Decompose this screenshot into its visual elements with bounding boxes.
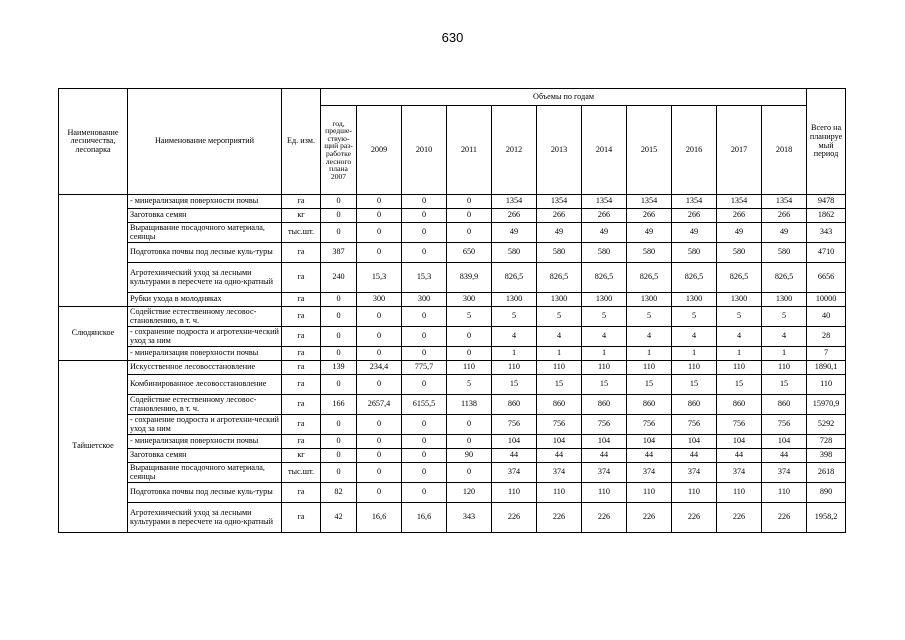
total-value-cell: 343 [807,223,846,243]
value-cell: 44 [672,449,717,463]
total-value-cell: 6656 [807,263,846,293]
value-cell: 0 [402,435,447,449]
unit-cell: га [282,327,321,347]
value-cell: 110 [582,361,627,375]
value-cell: 374 [582,463,627,483]
table-row [59,483,846,503]
header-activity: Наименование мероприятий [128,89,282,195]
value-cell: 1300 [627,293,672,307]
value-cell: 860 [717,395,762,415]
value-cell: 1 [537,347,582,361]
value-cell: 374 [762,463,807,483]
value-cell: 4 [672,327,717,347]
value-cell: 0 [321,415,357,435]
unit-cell: га [282,293,321,307]
header-unit: Ед. изм. [282,89,321,195]
value-cell: 5 [717,307,762,327]
value-cell: 1354 [717,195,762,209]
activity-name-cell: Выращивание посадочного материала, сеянцы [128,223,282,243]
value-cell: 0 [402,327,447,347]
value-cell: 756 [717,415,762,435]
table-row [59,395,846,415]
value-cell: 15,3 [357,263,402,293]
value-cell: 756 [537,415,582,435]
table-row [59,195,846,209]
value-cell: 266 [582,209,627,223]
activity-name-cell: Содействие естественному лесовос-становлению, в т. ч. [128,307,282,327]
value-cell: 0 [402,483,447,503]
value-cell: 90 [447,449,492,463]
value-cell: 756 [627,415,672,435]
value-cell: 226 [537,503,582,533]
activity-name-cell: Комбинированное лесовосстановление [128,375,282,395]
activity-name-cell: Искусственное лесовосстановление [128,361,282,375]
value-cell: 49 [582,223,627,243]
total-value-cell: 2618 [807,463,846,483]
value-cell: 0 [321,307,357,327]
value-cell: 756 [492,415,537,435]
value-cell: 110 [492,483,537,503]
table-row [59,449,846,463]
value-cell: 44 [537,449,582,463]
value-cell: 104 [762,435,807,449]
unit-cell: га [282,195,321,209]
value-cell: 0 [447,463,492,483]
value-cell: 104 [582,435,627,449]
value-cell: 1 [492,347,537,361]
unit-cell: га [282,243,321,263]
value-cell: 234,4 [357,361,402,375]
total-value-cell: 1862 [807,209,846,223]
value-cell: 226 [492,503,537,533]
table-row [59,243,846,263]
value-cell: 0 [357,347,402,361]
table-row [59,375,846,395]
value-cell: 860 [627,395,672,415]
activity-name-cell: Содействие естественному лесовос-становлению, в т. ч. [128,395,282,415]
value-cell: 1300 [492,293,537,307]
unit-cell: тыс.шт. [282,463,321,483]
table-row [59,415,846,435]
value-cell: 4 [537,327,582,347]
value-cell: 0 [321,327,357,347]
value-cell: 110 [537,361,582,375]
value-cell: 49 [672,223,717,243]
value-cell: 860 [537,395,582,415]
value-cell: 0 [447,223,492,243]
value-cell: 1 [582,347,627,361]
value-cell: 0 [402,307,447,327]
value-cell: 15 [582,375,627,395]
value-cell: 44 [717,449,762,463]
value-cell: 4 [762,327,807,347]
value-cell: 0 [402,463,447,483]
unit-cell: га [282,347,321,361]
value-cell: 1300 [762,293,807,307]
total-value-cell: 10000 [807,293,846,307]
value-cell: 826,5 [537,263,582,293]
table-row [59,463,846,483]
value-cell: 343 [447,503,492,533]
value-cell: 104 [672,435,717,449]
value-cell: 266 [537,209,582,223]
value-cell: 15 [762,375,807,395]
value-cell: 826,5 [582,263,627,293]
header-year-2010: 2010 [402,106,447,195]
value-cell: 0 [447,415,492,435]
value-cell: 15,3 [402,263,447,293]
value-cell: 0 [321,449,357,463]
value-cell: 49 [717,223,762,243]
value-cell: 104 [627,435,672,449]
value-cell: 580 [717,243,762,263]
unit-cell: га [282,263,321,293]
value-cell: 0 [357,483,402,503]
activity-name-cell: Агротехнический уход за лесными культурами в пересчете на одно-кратный [128,263,282,293]
table-header [59,89,846,195]
page-number: 630 [441,30,464,45]
value-cell: 226 [717,503,762,533]
activity-name-cell: Заготовка семян [128,449,282,463]
value-cell: 374 [672,463,717,483]
value-cell: 756 [582,415,627,435]
total-value-cell: 1958,2 [807,503,846,533]
value-cell: 374 [717,463,762,483]
value-cell: 6155,5 [402,395,447,415]
value-cell: 166 [321,395,357,415]
value-cell: 1300 [537,293,582,307]
header-total: Всего на планируе мый период [807,89,846,195]
total-value-cell: 5292 [807,415,846,435]
value-cell: 226 [672,503,717,533]
header-year-2017: 2017 [717,106,762,195]
value-cell: 0 [321,463,357,483]
value-cell: 0 [402,223,447,243]
value-cell: 110 [672,483,717,503]
value-cell: 1354 [582,195,627,209]
unit-cell: га [282,307,321,327]
total-value-cell: 15970,9 [807,395,846,415]
value-cell: 0 [402,209,447,223]
value-cell: 0 [357,195,402,209]
value-cell: 1138 [447,395,492,415]
value-cell: 580 [537,243,582,263]
header-year-2009: 2009 [357,106,402,195]
value-cell: 0 [402,195,447,209]
value-cell: 1354 [672,195,717,209]
value-cell: 826,5 [762,263,807,293]
value-cell: 387 [321,243,357,263]
forestry-cell [59,195,128,307]
value-cell: 44 [762,449,807,463]
table-row [59,435,846,449]
total-value-cell: 890 [807,483,846,503]
activity-name-cell: Рубки ухода в молодняках [128,293,282,307]
unit-cell: га [282,503,321,533]
value-cell: 0 [321,209,357,223]
value-cell: 826,5 [492,263,537,293]
value-cell: 104 [537,435,582,449]
value-cell: 110 [762,483,807,503]
value-cell: 580 [672,243,717,263]
value-cell: 0 [321,435,357,449]
value-cell: 110 [672,361,717,375]
table-row [59,223,846,243]
value-cell: 49 [627,223,672,243]
activity-name-cell: - сохранение подроста и агротехни-ческий уход за ним [128,327,282,347]
unit-cell: кг [282,449,321,463]
value-cell: 826,5 [672,263,717,293]
unit-cell: га [282,483,321,503]
header-volumes-by-year: Объемы по годам [321,89,807,106]
unit-cell: кг [282,209,321,223]
value-cell: 110 [537,483,582,503]
value-cell: 226 [582,503,627,533]
value-cell: 0 [321,293,357,307]
unit-cell: га [282,361,321,375]
value-cell: 44 [582,449,627,463]
activity-name-cell: Заготовка семян [128,209,282,223]
value-cell: 580 [627,243,672,263]
header-year-2012: 2012 [492,106,537,195]
total-value-cell: 4710 [807,243,846,263]
value-cell: 4 [492,327,537,347]
value-cell: 0 [357,463,402,483]
value-cell: 226 [627,503,672,533]
total-value-cell: 7 [807,347,846,361]
header-period-2007: год, предше-ствую-щий раз-работке лесного плана 2007 [321,106,357,195]
value-cell: 4 [582,327,627,347]
header-year-2014: 2014 [582,106,627,195]
value-cell: 1300 [582,293,627,307]
value-cell: 49 [492,223,537,243]
value-cell: 300 [447,293,492,307]
value-cell: 110 [762,361,807,375]
value-cell: 266 [492,209,537,223]
value-cell: 0 [447,435,492,449]
table-row [59,361,846,375]
table-body [59,195,846,533]
value-cell: 2657,4 [357,395,402,415]
activity-name-cell: Подготовка почвы под лесные куль-туры [128,243,282,263]
value-cell: 300 [357,293,402,307]
table-row [59,347,846,361]
value-cell: 0 [357,223,402,243]
unit-cell: га [282,395,321,415]
value-cell: 374 [537,463,582,483]
value-cell: 756 [762,415,807,435]
total-value-cell: 40 [807,307,846,327]
total-value-cell: 728 [807,435,846,449]
value-cell: 110 [492,361,537,375]
value-cell: 1 [717,347,762,361]
total-value-cell: 398 [807,449,846,463]
table-row [59,209,846,223]
value-cell: 82 [321,483,357,503]
value-cell: 1300 [717,293,762,307]
value-cell: 4 [627,327,672,347]
value-cell: 0 [402,375,447,395]
value-cell: 0 [402,449,447,463]
value-cell: 5 [537,307,582,327]
unit-cell: тыс.шт. [282,223,321,243]
activity-name-cell: - сохранение подроста и агротехни-ческий уход за ним [128,415,282,435]
value-cell: 860 [492,395,537,415]
value-cell: 826,5 [627,263,672,293]
forestry-cell: Тайшетское [59,361,128,533]
value-cell: 826,5 [717,263,762,293]
value-cell: 0 [321,347,357,361]
value-cell: 1 [627,347,672,361]
value-cell: 104 [492,435,537,449]
header-year-2018: 2018 [762,106,807,195]
value-cell: 0 [402,415,447,435]
value-cell: 839,9 [447,263,492,293]
table-row [59,293,846,307]
value-cell: 1354 [492,195,537,209]
value-cell: 16,6 [402,503,447,533]
value-cell: 15 [717,375,762,395]
unit-cell: га [282,415,321,435]
value-cell: 0 [357,327,402,347]
value-cell: 110 [717,361,762,375]
value-cell: 226 [762,503,807,533]
value-cell: 5 [582,307,627,327]
value-cell: 139 [321,361,357,375]
value-cell: 1354 [537,195,582,209]
value-cell: 5 [762,307,807,327]
header-year-2015: 2015 [627,106,672,195]
value-cell: 5 [627,307,672,327]
value-cell: 0 [357,415,402,435]
value-cell: 5 [447,375,492,395]
value-cell: 110 [717,483,762,503]
value-cell: 580 [582,243,627,263]
activity-name-cell: - минерализация поверхности почвы [128,195,282,209]
value-cell: 0 [357,375,402,395]
value-cell: 0 [402,347,447,361]
unit-cell: га [282,435,321,449]
value-cell: 16,6 [357,503,402,533]
table-row [59,327,846,347]
value-cell: 0 [357,243,402,263]
value-cell: 374 [627,463,672,483]
total-value-cell: 28 [807,327,846,347]
header-year-2013: 2013 [537,106,582,195]
value-cell: 0 [402,243,447,263]
value-cell: 49 [537,223,582,243]
value-cell: 15 [627,375,672,395]
value-cell: 44 [627,449,672,463]
total-value-cell: 9478 [807,195,846,209]
value-cell: 860 [762,395,807,415]
value-cell: 110 [582,483,627,503]
activity-name-cell: Подготовка почвы под лесные куль-туры [128,483,282,503]
value-cell: 15 [672,375,717,395]
value-cell: 120 [447,483,492,503]
value-cell: 240 [321,263,357,293]
total-value-cell: 110 [807,375,846,395]
header-forestry: Наименование лесничества, лесопарка [59,89,128,195]
value-cell: 0 [357,449,402,463]
value-cell: 0 [447,209,492,223]
value-cell: 1 [672,347,717,361]
value-cell: 0 [447,327,492,347]
header-year-2016: 2016 [672,106,717,195]
value-cell: 4 [717,327,762,347]
unit-cell: га [282,375,321,395]
value-cell: 0 [447,195,492,209]
table-row [59,307,846,327]
table-row [59,503,846,533]
value-cell: 300 [402,293,447,307]
value-cell: 580 [492,243,537,263]
value-cell: 104 [717,435,762,449]
value-cell: 650 [447,243,492,263]
value-cell: 49 [762,223,807,243]
value-cell: 110 [447,361,492,375]
value-cell: 0 [357,435,402,449]
value-cell: 266 [672,209,717,223]
value-cell: 266 [627,209,672,223]
value-cell: 0 [321,375,357,395]
value-cell: 1354 [762,195,807,209]
value-cell: 110 [627,361,672,375]
activity-name-cell: Выращивание посадочного материала, сеянцы [128,463,282,483]
value-cell: 0 [357,209,402,223]
value-cell: 0 [447,347,492,361]
value-cell: 266 [762,209,807,223]
value-cell: 5 [672,307,717,327]
value-cell: 756 [672,415,717,435]
activity-name-cell: Агротехнический уход за лесными культурами в пересчете на одно-кратный [128,503,282,533]
value-cell: 0 [321,195,357,209]
activities-table [58,88,846,533]
value-cell: 266 [717,209,762,223]
value-cell: 5 [447,307,492,327]
value-cell: 580 [762,243,807,263]
value-cell: 860 [582,395,627,415]
header-year-2011: 2011 [447,106,492,195]
value-cell: 775,7 [402,361,447,375]
value-cell: 860 [672,395,717,415]
table-row [59,263,846,293]
total-value-cell: 1890,1 [807,361,846,375]
value-cell: 0 [321,223,357,243]
value-cell: 0 [357,307,402,327]
value-cell: 1300 [672,293,717,307]
value-cell: 15 [492,375,537,395]
value-cell: 44 [492,449,537,463]
activity-name-cell: - минерализация поверхности почвы [128,435,282,449]
value-cell: 5 [492,307,537,327]
activity-name-cell: - минерализация поверхности почвы [128,347,282,361]
value-cell: 1354 [627,195,672,209]
value-cell: 110 [627,483,672,503]
forestry-cell: Слюдянское [59,307,128,361]
value-cell: 374 [492,463,537,483]
value-cell: 15 [537,375,582,395]
value-cell: 42 [321,503,357,533]
value-cell: 1 [762,347,807,361]
